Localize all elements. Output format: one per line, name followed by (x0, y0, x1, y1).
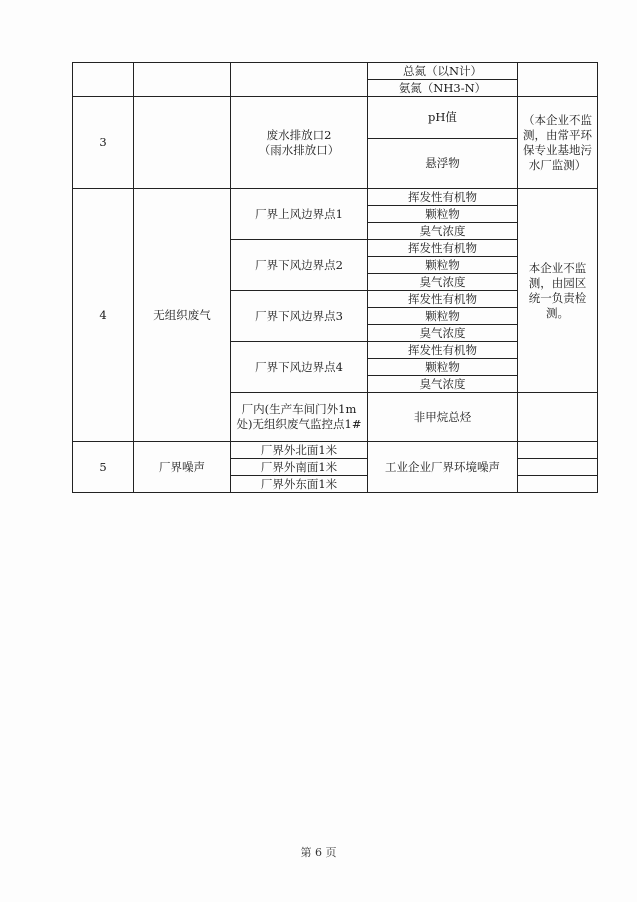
cell-no-4: 4 (73, 189, 134, 442)
cell-item-voc: 挥发性有机物 (368, 189, 518, 206)
cell-note-4: 本企业不监测，由园区统一负责检测。 (518, 189, 598, 393)
cell-point-downwind-3: 厂界下风边界点3 (231, 291, 368, 342)
cell-note-continued (518, 63, 598, 97)
cell-item-noise: 工业企业厂界环境噪声 (368, 442, 518, 493)
cell-category-5: 厂界噪声 (134, 442, 231, 493)
cell-category-4: 无组织废气 (134, 189, 231, 442)
cell-item-voc: 挥发性有机物 (368, 291, 518, 308)
cell-point-downwind-2: 厂界下风边界点2 (231, 240, 368, 291)
cell-point-south: 厂界外南面1米 (231, 459, 368, 476)
cell-point-downwind-4: 厂界下风边界点4 (231, 342, 368, 393)
cell-point-east: 厂界外东面1米 (231, 476, 368, 493)
cell-item-suspended-solids: 悬浮物 (368, 139, 518, 189)
cell-item-particulates: 颗粒物 (368, 359, 518, 376)
cell-category-3 (134, 97, 231, 189)
cell-note-east (518, 476, 598, 493)
cell-item-nmhc: 非甲烷总烃 (368, 393, 518, 442)
cell-note-north (518, 442, 598, 459)
cell-item-odor: 臭气浓度 (368, 223, 518, 240)
cell-item-total-nitrogen: 总氮（以N计） (368, 63, 518, 80)
page-number: 第 6 页 (300, 846, 337, 859)
cell-item-odor: 臭气浓度 (368, 376, 518, 393)
cell-item-ammonia: 氨氮（NH3-N） (368, 80, 518, 97)
cell-item-voc: 挥发性有机物 (368, 240, 518, 257)
cell-note-3: （本企业不监测，由常平环保专业基地污水厂监测） (518, 97, 598, 189)
cell-item-voc: 挥发性有机物 (368, 342, 518, 359)
cell-note-inside (518, 393, 598, 442)
cell-point-wastewater-2: 废水排放口2 （雨水排放口） (231, 97, 368, 189)
cell-item-particulates: 颗粒物 (368, 206, 518, 223)
cell-item-odor: 臭气浓度 (368, 325, 518, 342)
cell-point-continued (231, 63, 368, 97)
cell-no-3: 3 (73, 97, 134, 189)
monitoring-table (72, 62, 598, 493)
cell-item-ph: pH值 (368, 97, 518, 139)
cell-point-upwind-1: 厂界上风边界点1 (231, 189, 368, 240)
cell-item-particulates: 颗粒物 (368, 257, 518, 274)
cell-note-south (518, 459, 598, 476)
cell-category-continued (134, 63, 231, 97)
cell-no-5: 5 (73, 442, 134, 493)
cell-no-continued (73, 63, 134, 97)
cell-point-north: 厂界外北面1米 (231, 442, 368, 459)
cell-item-particulates: 颗粒物 (368, 308, 518, 325)
cell-item-odor: 臭气浓度 (368, 274, 518, 291)
cell-point-inside-1: 厂内(生产车间门外1m处)无组织废气监控点1# (231, 393, 368, 442)
